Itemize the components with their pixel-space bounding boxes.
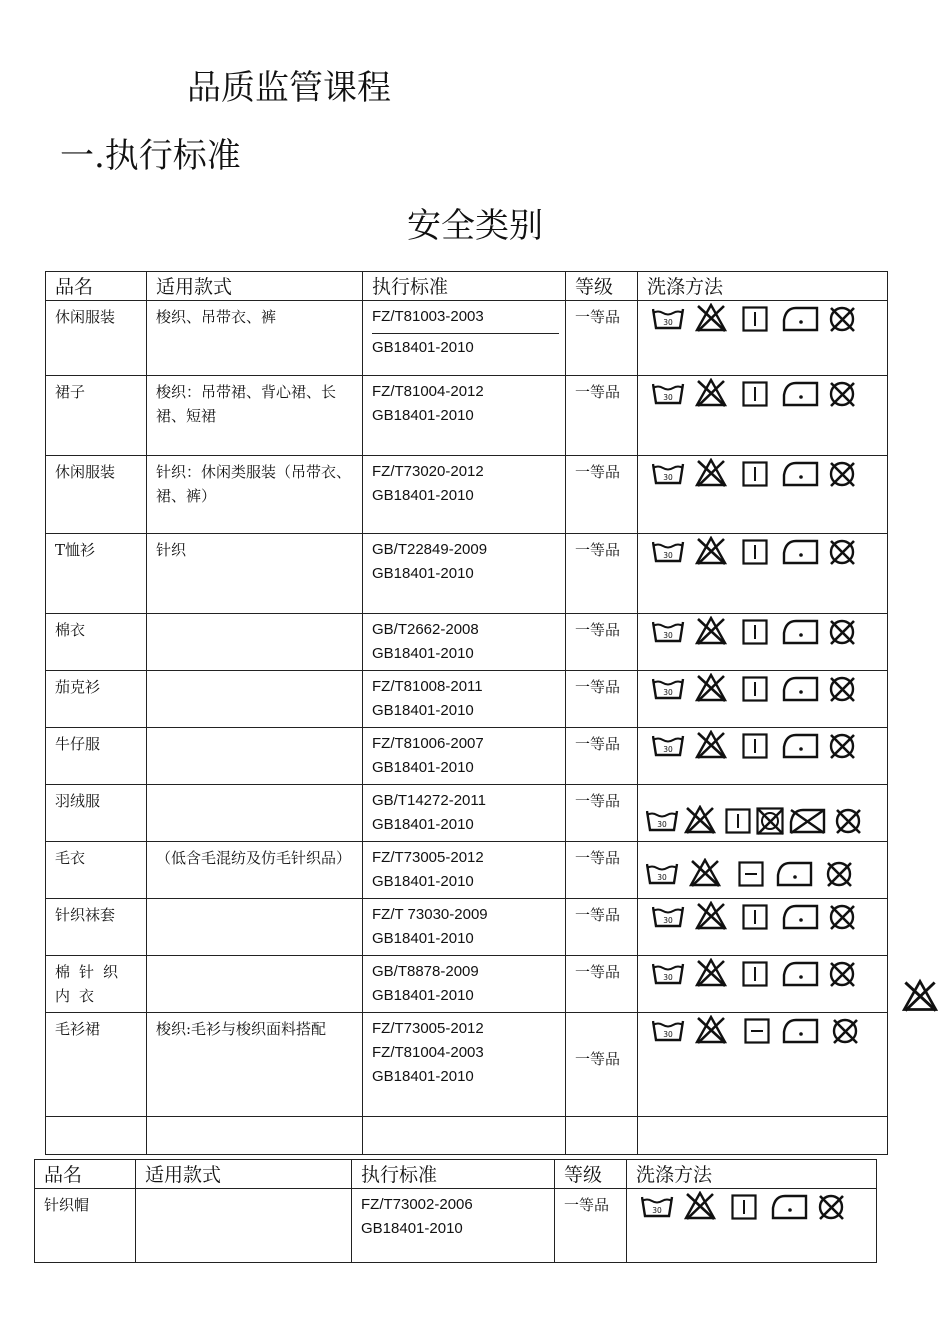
care-symbols xyxy=(638,785,888,842)
table-row xyxy=(46,456,888,534)
standard-code: FZ/T81008-2011 xyxy=(372,678,483,695)
product-standards xyxy=(363,301,566,376)
table-row xyxy=(46,671,888,728)
product-standards xyxy=(352,1189,555,1263)
product-standards xyxy=(363,534,566,614)
wash-30-icon xyxy=(653,309,683,328)
product-grade: 一等品 xyxy=(555,1189,627,1263)
iron-icon xyxy=(784,963,817,985)
product-name: 羽绒服 xyxy=(46,785,147,842)
care-symbols xyxy=(638,456,888,534)
no-bleach-icon xyxy=(697,1017,725,1043)
iron-icon xyxy=(778,863,811,885)
standard-code: FZ/T73002-2006 xyxy=(361,1196,473,1213)
product-grade: 一等品 xyxy=(566,842,638,899)
header-grade: 等级 xyxy=(555,1160,627,1189)
standard-code: GB18401-2010 xyxy=(372,930,474,947)
no-dryclean-icon xyxy=(828,863,851,886)
product-grade: 一等品 xyxy=(566,785,638,842)
header-wash: 洗涤方法 xyxy=(638,272,888,301)
product-name: 针织帽 xyxy=(35,1189,136,1263)
care-symbols xyxy=(638,671,888,728)
header-name: 品名 xyxy=(35,1160,136,1189)
no-dryclean-icon xyxy=(820,1196,843,1219)
wash-30-icon xyxy=(653,907,683,926)
product-style: （低含毛混纺及仿毛针织品） xyxy=(147,842,363,899)
no-dryclean-icon xyxy=(831,308,854,331)
section-title: 一.执行标准 xyxy=(60,136,241,176)
table-row xyxy=(46,956,888,1013)
standard-code: GB/T2662-2008 xyxy=(372,621,479,638)
no-dryclean-icon xyxy=(831,541,854,564)
care-symbols-icon xyxy=(641,1191,856,1225)
care-symbols-icon xyxy=(646,805,871,837)
wash-30-icon xyxy=(653,964,683,983)
header-standard: 执行标准 xyxy=(352,1160,555,1189)
no-tumble-dry-icon xyxy=(758,809,784,835)
product-style: 针织 xyxy=(147,534,363,614)
iron-icon xyxy=(773,1196,806,1218)
product-name: 牛仔服 xyxy=(46,728,147,785)
table-header-row xyxy=(35,1160,877,1189)
care-symbols-icon xyxy=(652,730,867,764)
care-symbols xyxy=(638,842,888,899)
iron-icon xyxy=(784,1020,817,1042)
header-name: 品名 xyxy=(46,272,147,301)
tumble-dry-icon xyxy=(744,735,767,758)
product-name: 棉针织内衣 xyxy=(46,956,147,1013)
standard-code: GB18401-2010 xyxy=(372,645,474,662)
standard-code: GB18401-2010 xyxy=(372,565,474,582)
standard-code: GB18401-2010 xyxy=(372,702,474,719)
standard-code: FZ/T73005-2012 xyxy=(372,849,484,866)
table-row xyxy=(46,899,888,956)
product-grade: 一等品 xyxy=(566,956,638,1013)
product-name: 棉衣 xyxy=(46,614,147,671)
product-grade: 一等品 xyxy=(566,614,638,671)
product-style xyxy=(147,728,363,785)
wash-30-icon xyxy=(647,811,677,830)
header-style: 适用款式 xyxy=(136,1160,352,1189)
product-name: 毛衫裙 xyxy=(46,1013,147,1117)
product-standards xyxy=(363,728,566,785)
table-row xyxy=(46,376,888,456)
no-bleach-icon xyxy=(697,903,725,929)
product-standards xyxy=(363,456,566,534)
header-wash: 洗涤方法 xyxy=(627,1160,877,1189)
no-bleach-icon xyxy=(902,978,938,1014)
wash-30-icon xyxy=(653,384,683,403)
no-dryclean-icon xyxy=(831,383,854,406)
wash-30-icon xyxy=(653,679,683,698)
standard-code: FZ/T81004-2012 xyxy=(372,383,484,400)
iron-icon xyxy=(784,621,817,643)
tumble-dry-icon xyxy=(744,678,767,701)
product-standards xyxy=(363,956,566,1013)
standard-code: FZ/T73020-2012 xyxy=(372,463,484,480)
care-symbols xyxy=(638,728,888,785)
no-bleach-icon xyxy=(691,860,719,886)
iron-icon xyxy=(784,383,817,405)
product-name: 针织袜套 xyxy=(46,899,147,956)
product-style xyxy=(147,614,363,671)
category-title: 安全类别 xyxy=(407,206,543,246)
no-dryclean-icon xyxy=(831,906,854,929)
product-standards xyxy=(363,376,566,456)
product-style: 梭织、吊带衣、裤 xyxy=(147,301,363,376)
standard-code: GB18401-2010 xyxy=(372,333,559,360)
product-name: 休闲服装 xyxy=(46,301,147,376)
no-dryclean-icon xyxy=(834,1020,857,1043)
tumble-dry-icon xyxy=(733,1196,756,1219)
dry-flat-icon xyxy=(746,1020,769,1043)
tumble-dry-icon xyxy=(744,308,767,331)
standard-code: GB/T22849-2009 xyxy=(372,541,488,558)
product-grade: 一等品 xyxy=(566,1013,638,1117)
table-row xyxy=(46,614,888,671)
product-style xyxy=(147,956,363,1013)
no-bleach-icon xyxy=(697,732,725,758)
standard-code: FZ/T81004-2003 xyxy=(372,1044,484,1061)
document-title: 品质监管课程 xyxy=(187,68,391,108)
product-style: 针织：休闲类服装（吊带衣、裙、裤） xyxy=(147,456,363,534)
table-row xyxy=(46,1013,888,1117)
care-symbols-icon xyxy=(652,673,867,707)
care-symbols xyxy=(638,956,888,1013)
iron-icon xyxy=(784,308,817,330)
table-header-row xyxy=(46,272,888,301)
no-bleach-icon xyxy=(697,460,725,486)
iron-icon xyxy=(784,678,817,700)
standard-code: GB18401-2010 xyxy=(372,407,474,424)
product-style: 梭织:毛衫与梭织面料搭配 xyxy=(147,1013,363,1117)
product-name: T恤衫 xyxy=(46,534,147,614)
care-symbols xyxy=(638,534,888,614)
product-style xyxy=(136,1189,352,1263)
care-symbols-icon xyxy=(652,901,867,935)
table-row xyxy=(46,534,888,614)
product-grade: 一等品 xyxy=(566,456,638,534)
wash-30-icon xyxy=(653,542,683,561)
tumble-dry-icon xyxy=(744,383,767,406)
no-bleach-icon xyxy=(697,305,725,331)
product-standards xyxy=(363,785,566,842)
product-standards xyxy=(363,671,566,728)
tumble-dry-icon xyxy=(744,621,767,644)
no-bleach-icon xyxy=(697,960,725,986)
product-standards xyxy=(363,899,566,956)
no-dryclean-icon xyxy=(831,735,854,758)
no-dryclean-icon xyxy=(831,963,854,986)
product-name: 茄克衫 xyxy=(46,671,147,728)
header-grade: 等级 xyxy=(566,272,638,301)
table-row xyxy=(46,785,888,842)
care-symbols-icon xyxy=(652,458,867,492)
iron-icon xyxy=(784,906,817,928)
dry-flat-icon xyxy=(740,863,763,886)
no-dryclean-icon xyxy=(831,463,854,486)
no-dryclean-icon xyxy=(837,810,860,833)
product-grade: 一等品 xyxy=(566,301,638,376)
tumble-dry-icon xyxy=(744,463,767,486)
standard-code: FZ/T81003-2003 xyxy=(372,308,484,325)
care-symbols-icon xyxy=(652,303,867,337)
no-dryclean-icon xyxy=(831,678,854,701)
standard-code: GB18401-2010 xyxy=(372,816,474,833)
standard-code: FZ/T81006-2007 xyxy=(372,735,484,752)
standard-code: GB18401-2010 xyxy=(372,759,474,776)
product-grade: 一等品 xyxy=(566,534,638,614)
standard-code: GB18401-2010 xyxy=(372,487,474,504)
tumble-dry-icon xyxy=(727,810,750,833)
product-standards xyxy=(363,1013,566,1117)
standard-code: GB18401-2010 xyxy=(372,873,474,890)
no-bleach-icon xyxy=(686,807,714,833)
tumble-dry-icon xyxy=(744,906,767,929)
standard-code: GB18401-2010 xyxy=(361,1220,463,1237)
iron-icon xyxy=(784,463,817,485)
wash-30-icon xyxy=(653,622,683,641)
product-style xyxy=(147,899,363,956)
standards-table-2 xyxy=(34,1159,877,1263)
product-standards xyxy=(363,614,566,671)
product-style: 梭织：吊带裙、背心裙、长裙、短裙 xyxy=(147,376,363,456)
product-grade: 一等品 xyxy=(566,376,638,456)
table-row xyxy=(46,301,888,376)
care-symbols xyxy=(638,614,888,671)
tumble-dry-icon xyxy=(744,963,767,986)
care-symbols xyxy=(638,1013,888,1117)
no-bleach-icon xyxy=(697,538,725,564)
product-name: 毛衣 xyxy=(46,842,147,899)
product-style xyxy=(147,671,363,728)
care-symbols-icon xyxy=(646,858,861,890)
standard-code: GB/T14272-2011 xyxy=(372,792,486,809)
care-symbols xyxy=(638,301,888,376)
care-symbols-icon xyxy=(652,1015,867,1049)
product-grade: 一等品 xyxy=(566,728,638,785)
no-iron-icon xyxy=(791,810,824,833)
tumble-dry-icon xyxy=(744,541,767,564)
header-standard: 执行标准 xyxy=(363,272,566,301)
product-name: 裙子 xyxy=(46,376,147,456)
table-row xyxy=(46,728,888,785)
standard-code: FZ/T73005-2012 xyxy=(372,1020,484,1037)
iron-icon xyxy=(784,735,817,757)
product-grade: 一等品 xyxy=(566,671,638,728)
wash-30-icon xyxy=(653,464,683,483)
no-bleach-icon xyxy=(697,380,725,406)
care-symbols xyxy=(627,1189,877,1263)
care-symbols xyxy=(638,376,888,456)
wash-30-icon xyxy=(642,1197,672,1216)
wash-30-icon xyxy=(653,736,683,755)
care-symbols-icon xyxy=(652,536,867,570)
standard-code: GB/T8878-2009 xyxy=(372,963,479,980)
standard-code: GB18401-2010 xyxy=(372,987,474,1004)
product-name: 休闲服装 xyxy=(46,456,147,534)
wash-30-icon xyxy=(653,1021,683,1040)
table-row xyxy=(35,1189,877,1263)
no-bleach-icon xyxy=(697,675,725,701)
product-grade: 一等品 xyxy=(566,899,638,956)
care-symbols xyxy=(638,899,888,956)
no-dryclean-icon xyxy=(831,621,854,644)
wash-30-icon xyxy=(647,864,677,883)
care-symbols-icon xyxy=(652,958,867,992)
empty-row xyxy=(46,1117,888,1155)
iron-icon xyxy=(784,541,817,563)
care-symbols-icon xyxy=(652,616,867,650)
header-style: 适用款式 xyxy=(147,272,363,301)
standards-table xyxy=(45,271,888,1155)
standard-code: FZ/T 73030-2009 xyxy=(372,906,488,923)
product-standards xyxy=(363,842,566,899)
no-bleach-icon xyxy=(697,618,725,644)
no-bleach-icon xyxy=(686,1193,714,1219)
standard-code: GB18401-2010 xyxy=(372,1068,474,1085)
table-row xyxy=(46,842,888,899)
care-symbols-icon xyxy=(652,378,867,412)
product-style xyxy=(147,785,363,842)
